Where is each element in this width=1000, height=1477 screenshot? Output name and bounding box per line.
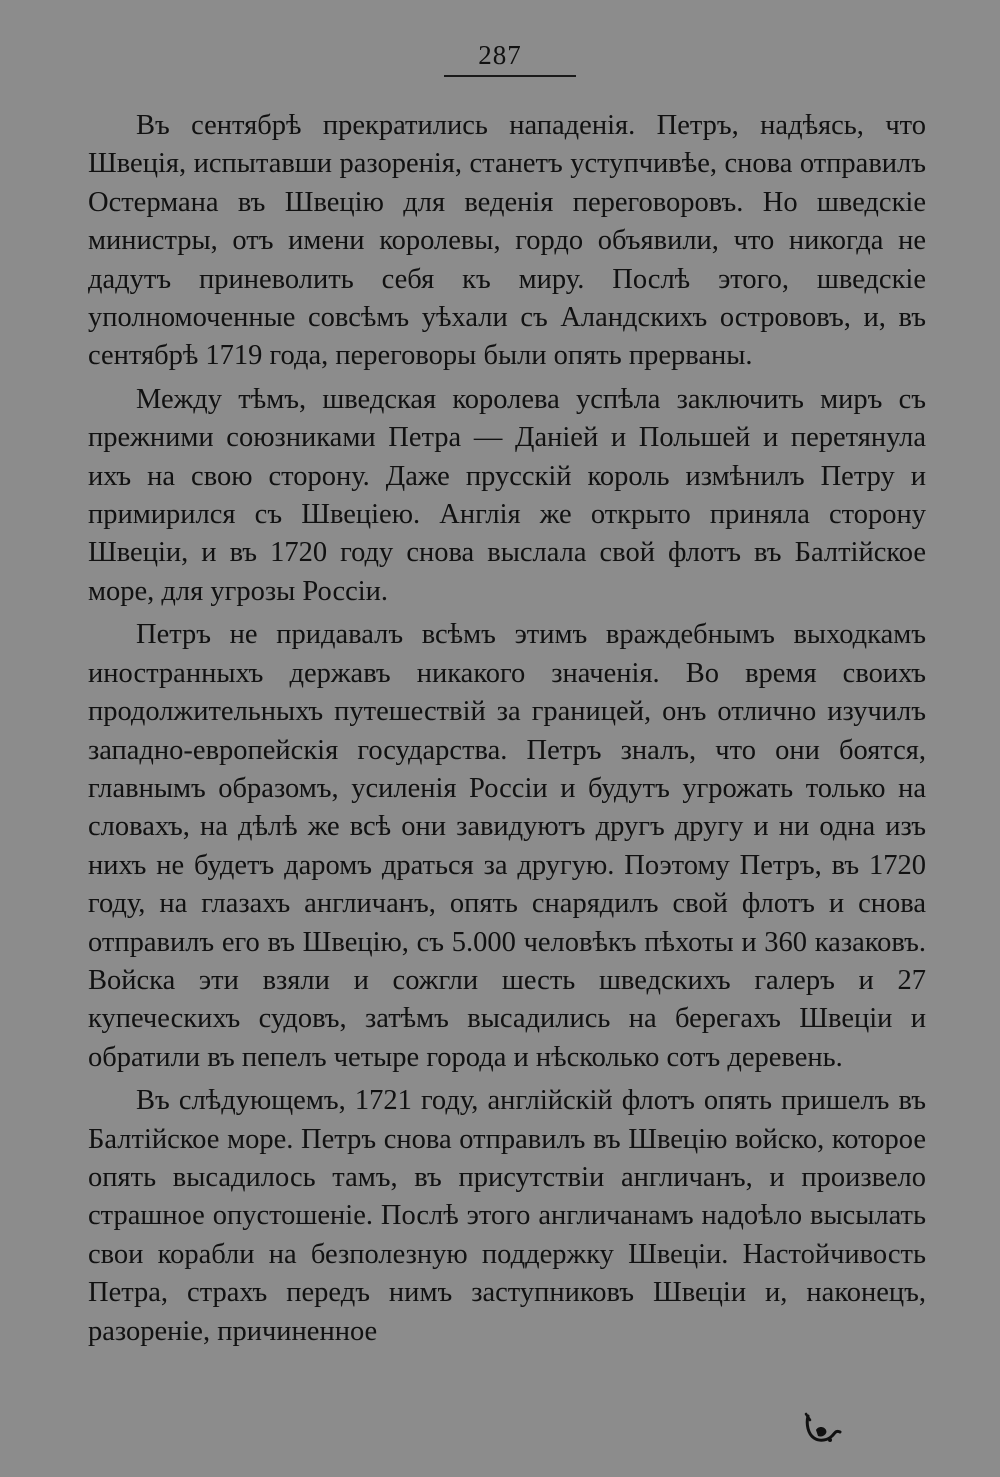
body-text	[88, 107, 926, 1356]
paragraph-4: Въ слѣдующемъ, 1721 году, англійскій флотъ опять пришелъ въ Балтійское море. Петръ снова отправилъ въ Швецію войско, которое опять высадилось тамъ, въ присутствіи англичанъ, и произвело страшное опустошеніе. Послѣ этого англичанамъ надоѣло высылать свои корабли на безполезную поддержку Швеціи. Настойчивость Петра, страхъ передъ нимъ заступниковъ Швеціи и, наконецъ, разореніе, причиненное	[88, 1085, 926, 1347]
page-number: 287	[478, 40, 522, 70]
paragraph-3: Петръ не придавалъ всѣмъ этимъ враждебнымъ выходкамъ иностранныхъ державъ никакого значенія. Во время своихъ продолжительныхъ путешествій за границей, онъ отлично изучилъ западно-европейскія государства. Петръ зналъ, что они боятся, главнымъ образомъ, усиленія Россіи и будутъ угрожать только на словахъ, на дѣлѣ же всѣ они завидуютъ другъ другу и ни одна изъ нихъ не будетъ даромъ драться за другую. Поэтому Петръ, въ 1720 году, на глазахъ англичанъ, опять снарядилъ свой флотъ и снова отправилъ его въ Швецію, съ 5.000 человѣкъ пѣхоты и 360 казаковъ. Войска эти взяли и сожгли шесть шведскихъ галеръ и 27 купеческихъ судовъ, затѣмъ высадились на берегахъ Швеціи и обратили въ пепелъ четыре города и нѣсколько сотъ деревень.	[88, 619, 926, 1073]
paragraph-2: Между тѣмъ, шведская королева успѣла заключить миръ съ прежними союзниками Петра — Даніей и Польшей и перетянула ихъ на свою сторону. Даже прусскій король измѣнилъ Петру и примирился съ Швеціею. Англія же открыто приняла сторону Швеціи, и въ 1720 году снова выслала свой флотъ въ Балтійское море, для угрозы Россіи.	[88, 383, 926, 607]
signature-mark-icon	[802, 1410, 842, 1446]
paragraph-1: Въ сентябрѣ прекратились нападенія. Петръ, надѣясь, что Швеція, испытавши разоренія, станетъ уступчивѣе, снова отправилъ Остермана въ Швецію для веденія переговоровъ. Но шведскіе министры, отъ имени королевы, гордо объявили, что никогда не дадутъ приневолить себя къ миру. Послѣ этого, шведскіе уполномоченные совсѣмъ уѣхали съ Аландскихъ острововъ, и, въ сентябрѣ 1719 года, переговоры были опять прерваны.	[88, 110, 926, 372]
header-rule	[444, 75, 576, 77]
